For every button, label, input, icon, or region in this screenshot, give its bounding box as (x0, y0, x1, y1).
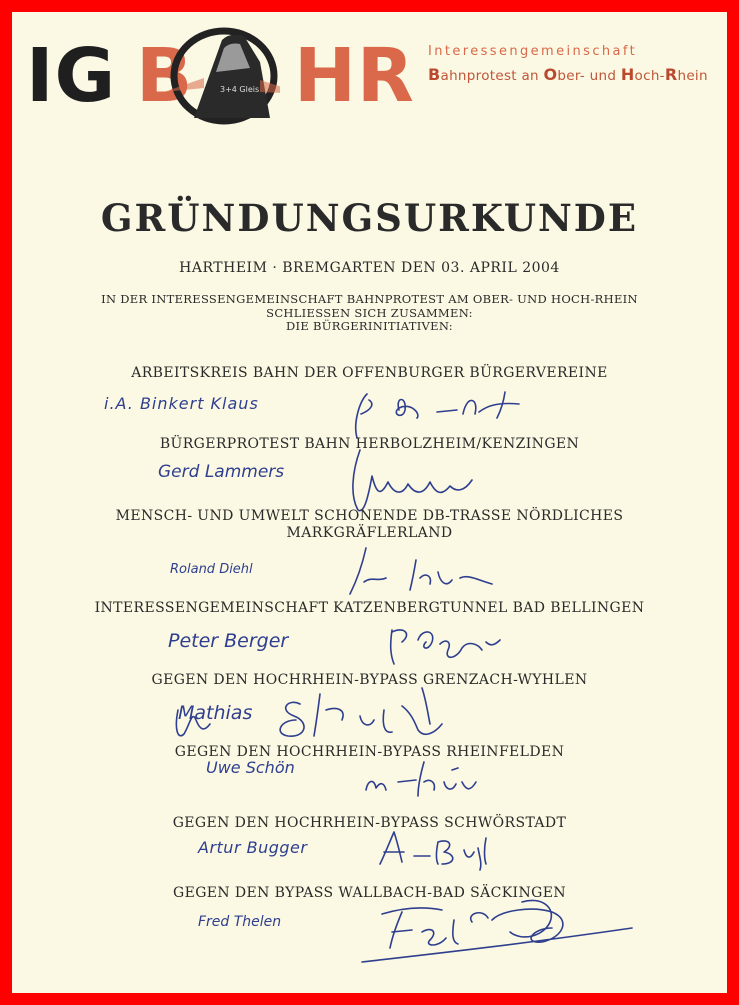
organization-name: GEGEN DEN HOCHRHEIN-BYPASS GRENZACH-WYHLEN (151, 672, 588, 688)
organization-name: BÜRGERPROTEST BAHN HERBOLZHEIM/KENZINGEN (159, 436, 580, 452)
place-date: HARTHEIM · BREMGARTEN DEN 03. APRIL 2004 (179, 260, 560, 276)
tagline-initial: B (428, 65, 441, 84)
tagline-initial: R (664, 65, 678, 84)
document-frame (6, 6, 733, 999)
signer-name: Gerd Lammers (158, 462, 285, 482)
signature-icon (358, 752, 498, 802)
logo-ig-text: IG (26, 33, 117, 119)
certificate-paper (12, 12, 727, 993)
signature-icon (170, 680, 460, 748)
tagline-text: hein (677, 68, 708, 84)
tagline-text: ahnprotest an (440, 68, 544, 84)
signer-name: Fred Thelen (198, 914, 282, 930)
signature-icon (332, 442, 492, 517)
signature-icon (374, 824, 514, 872)
train-ring-icon (164, 22, 280, 126)
logo-hr-text: HR (294, 33, 415, 119)
signature-icon (347, 384, 547, 444)
signer-name: Artur Bugger (198, 838, 308, 857)
signer-name: Roland Diehl (170, 562, 253, 577)
tagline-initial: H (620, 65, 635, 84)
ig-bohr-logo (26, 22, 416, 132)
intro-line: SCHLIESSEN SICH ZUSAMMEN: (266, 305, 473, 320)
signer-name: Peter Berger (168, 630, 289, 652)
organization-name: GEGEN DEN HOCHRHEIN-BYPASS RHEINFELDEN (174, 744, 565, 760)
organization-name: INTERESSENGEMEINSCHAFT KATZENBERGTUNNEL BAD BELLINGEN (94, 600, 645, 616)
organization-name: GEGEN DEN HOCHRHEIN-BYPASS SCHWÖRSTADT (172, 815, 567, 831)
logo-b-text: B (136, 33, 194, 119)
organization-name-line: MARKGRÄFLERLAND (286, 525, 453, 541)
signature-icon (342, 542, 512, 602)
train-label: 3+4 Gleis (220, 85, 260, 94)
organization-name: ARBEITSKREIS BAHN DER OFFENBURGER BÜRGERVEREINE (131, 365, 608, 381)
document-title: GRÜNDUNGSURKUNDE (100, 196, 639, 240)
organization-name: GEGEN DEN BYPASS WALLBACH-BAD SÄCKINGEN (173, 885, 566, 901)
organization-name-line: MENSCH- UND UMWELT SCHONENDE DB-TRASSE NÖRDLICHES (115, 508, 624, 524)
tagline-line2 (428, 65, 708, 84)
tagline-text: ber- und (557, 68, 621, 84)
intro-line: IN DER INTERESSENGEMEINSCHAFT BAHNPROTEST AM OBER- UND HOCH-RHEIN (101, 292, 638, 306)
intro-line: DIE BÜRGERINITIATIVEN: (286, 319, 453, 333)
signer-name: Uwe Schön (206, 758, 295, 777)
tagline-initial: O (543, 65, 558, 84)
signature-icon (382, 620, 512, 670)
intro-text (12, 293, 727, 334)
tagline-text: och- (634, 68, 665, 84)
signature-icon (342, 892, 652, 982)
signer-name: i.A. Binkert Klaus (104, 394, 259, 413)
tagline-line1: Interessengemeinschaft (428, 44, 638, 59)
signer-name: Mathias (178, 702, 253, 724)
organization-name (12, 508, 727, 542)
